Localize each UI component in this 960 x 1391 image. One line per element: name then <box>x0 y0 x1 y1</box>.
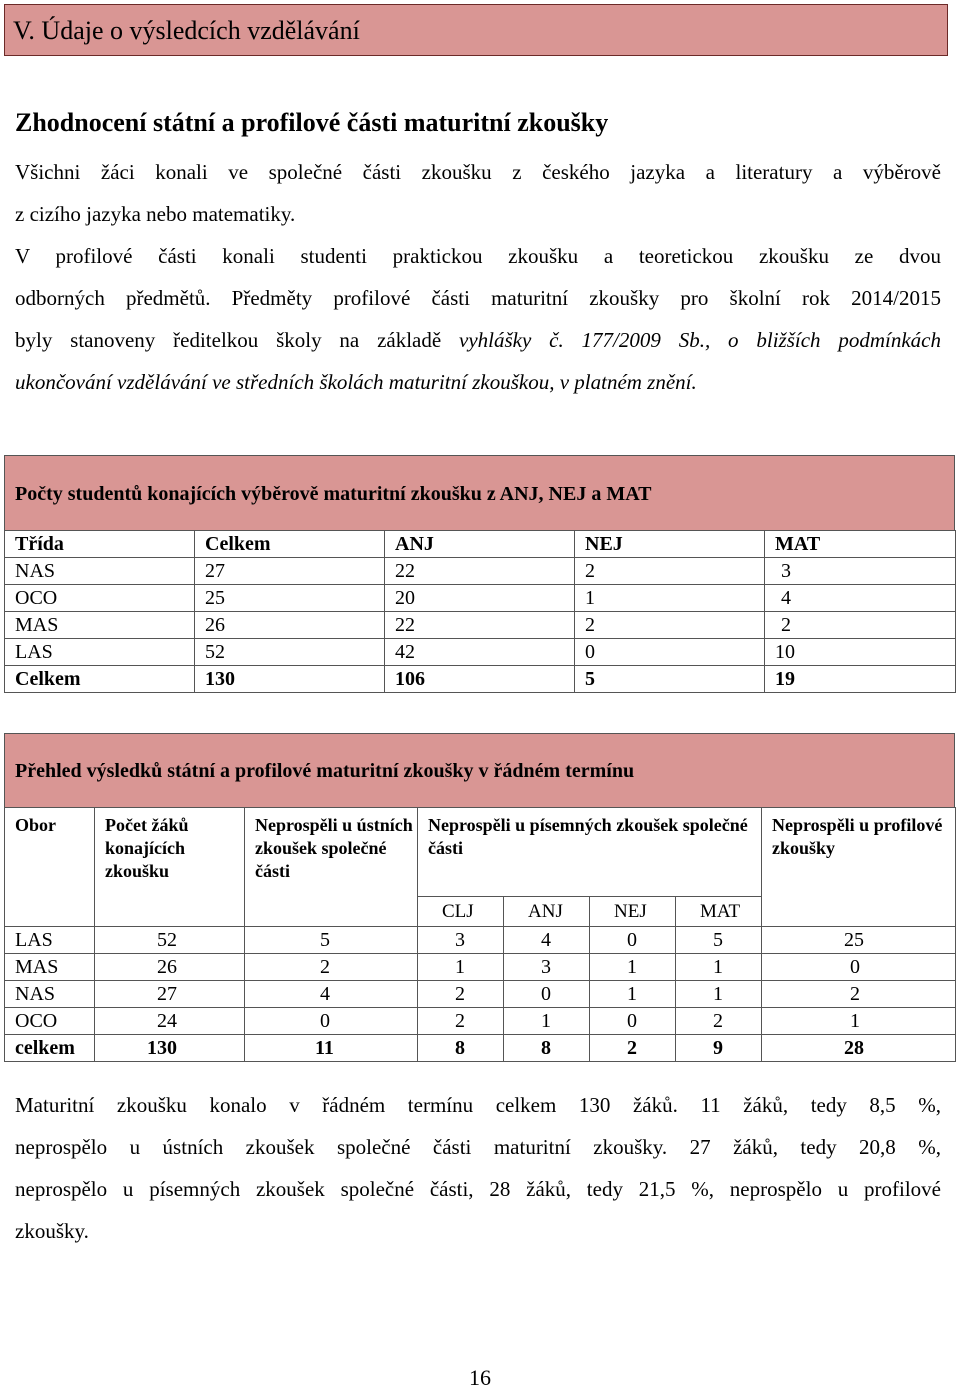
cell: 3 <box>418 927 504 954</box>
cell: 28 <box>762 1035 956 1062</box>
cell: 2 <box>762 981 956 1008</box>
cell: 2 <box>418 981 504 1008</box>
column-header: ANJ <box>385 531 575 558</box>
column-header: Celkem <box>195 531 385 558</box>
page-number: 16 <box>469 1365 491 1390</box>
cell: MAS <box>5 954 95 981</box>
table-total-row <box>5 1035 956 1062</box>
cell: 130 <box>95 1035 245 1062</box>
cell: 0 <box>245 1008 418 1035</box>
cell: 11 <box>245 1035 418 1062</box>
cell: MAS <box>5 612 195 639</box>
table-title: Přehled výsledků státní a profilové maturitní zkoušky v řádném termínu <box>4 733 955 808</box>
decree-reference-cont: ukončování vzdělávání ve středních školách maturitní zkouškou, v platném znění. <box>15 370 697 394</box>
section-title-banner <box>4 4 948 56</box>
summary-paragraph <box>15 1084 941 1252</box>
intro-line: z cizího jazyka nebo matematiky. <box>15 202 296 226</box>
cell: 2 <box>765 612 956 639</box>
cell: 5 <box>245 927 418 954</box>
cell: 2 <box>575 612 765 639</box>
section-title: V. Údaje o výsledcích vzdělávání <box>13 16 360 45</box>
column-header: Neprospěli u ústních zkoušek společné části <box>245 808 418 927</box>
cell: 1 <box>590 981 676 1008</box>
table-row <box>5 612 956 639</box>
column-header: Neprospěli u profilové zkoušky <box>762 808 956 927</box>
intro-paragraph <box>15 151 941 403</box>
cell: 130 <box>195 666 385 693</box>
cell: 52 <box>195 639 385 666</box>
cell: 8 <box>504 1035 590 1062</box>
cell: 27 <box>95 981 245 1008</box>
cell: NAS <box>5 981 95 1008</box>
cell: 1 <box>418 954 504 981</box>
cell: 1 <box>590 954 676 981</box>
intro-line: Všichni žáci konali ve společné části zkoušku z českého jazyka a literatury a výběrově <box>15 160 941 184</box>
cell: 0 <box>504 981 590 1008</box>
cell: 4 <box>765 585 956 612</box>
intro-line: odborných předmětů. Předměty profilové části maturitní zkoušky pro školní rok 2014/2015 <box>15 286 941 310</box>
subcolumn-header: NEJ <box>590 897 676 927</box>
cell: 1 <box>762 1008 956 1035</box>
cell: 20 <box>385 585 575 612</box>
cell: 2 <box>590 1035 676 1062</box>
summary-line: Maturitní zkoušku konalo v řádném termínu celkem 130 žáků. 11 žáků, tedy 8,5 %, <box>15 1093 941 1117</box>
summary-line: zkoušky. <box>15 1219 89 1243</box>
cell: 42 <box>385 639 575 666</box>
cell: 2 <box>575 558 765 585</box>
column-header: Třída <box>5 531 195 558</box>
table-exam-results <box>4 733 955 1062</box>
table-row <box>5 639 956 666</box>
cell: 22 <box>385 612 575 639</box>
cell: 3 <box>765 558 956 585</box>
cell: 22 <box>385 558 575 585</box>
table-row <box>5 927 956 954</box>
column-header: MAT <box>765 531 956 558</box>
cell: 2 <box>245 954 418 981</box>
cell: 1 <box>575 585 765 612</box>
cell: 52 <box>95 927 245 954</box>
table-total-row <box>5 666 956 693</box>
decree-reference: vyhlášky č. 177/2009 Sb., o bližších podmínkách <box>459 328 941 352</box>
cell: 25 <box>195 585 385 612</box>
subcolumn-header: ANJ <box>504 897 590 927</box>
cell: 5 <box>575 666 765 693</box>
cell: 106 <box>385 666 575 693</box>
cell: 9 <box>676 1035 762 1062</box>
table-students-by-subject <box>4 455 955 693</box>
column-header: NEJ <box>575 531 765 558</box>
cell: LAS <box>5 927 95 954</box>
cell: 0 <box>590 1008 676 1035</box>
table-row <box>5 981 956 1008</box>
table-title: Počty studentů konajících výběrově maturitní zkoušku z ANJ, NEJ a MAT <box>4 455 955 531</box>
column-header: Neprospěli u písemných zkoušek společné části <box>418 808 762 897</box>
cell: 24 <box>95 1008 245 1035</box>
intro-line <box>15 361 941 403</box>
cell: 8 <box>418 1035 504 1062</box>
cell: 5 <box>676 927 762 954</box>
cell: 4 <box>245 981 418 1008</box>
cell: 3 <box>504 954 590 981</box>
subcolumn-header: CLJ <box>418 897 504 927</box>
intro-text: byly stanoveny ředitelkou školy na základě <box>15 328 460 352</box>
column-header: Počet žáků konajících zkoušku <box>95 808 245 927</box>
cell: celkem <box>5 1035 95 1062</box>
page-heading: Zhodnocení státní a profilové části maturitní zkoušky <box>15 108 609 137</box>
intro-line <box>15 319 941 361</box>
intro-line: V profilové části konali studenti praktickou zkoušku a teoretickou zkoušku ze dvou <box>15 244 941 268</box>
table-header-row <box>5 808 956 897</box>
cell: 10 <box>765 639 956 666</box>
cell: Celkem <box>5 666 195 693</box>
column-header: Obor <box>5 808 95 927</box>
table-row <box>5 585 956 612</box>
cell: 4 <box>504 927 590 954</box>
cell: 1 <box>504 1008 590 1035</box>
cell: OCO <box>5 1008 95 1035</box>
table-row <box>5 1008 956 1035</box>
table-header-row <box>5 531 956 558</box>
cell: 2 <box>418 1008 504 1035</box>
cell: 2 <box>676 1008 762 1035</box>
cell: 26 <box>95 954 245 981</box>
cell: OCO <box>5 585 195 612</box>
subcolumn-header: MAT <box>676 897 762 927</box>
cell: 19 <box>765 666 956 693</box>
cell: 0 <box>575 639 765 666</box>
summary-line: neprospělo u písemných zkoušek společné části, 28 žáků, tedy 21,5 %, neprospělo u profilové <box>15 1177 941 1201</box>
cell: 0 <box>762 954 956 981</box>
cell: 25 <box>762 927 956 954</box>
table-row <box>5 558 956 585</box>
cell: LAS <box>5 639 195 666</box>
cell: 26 <box>195 612 385 639</box>
cell: 1 <box>676 954 762 981</box>
cell: 27 <box>195 558 385 585</box>
table-row <box>5 954 956 981</box>
cell: 0 <box>590 927 676 954</box>
cell: NAS <box>5 558 195 585</box>
cell: 1 <box>676 981 762 1008</box>
summary-line: neprospělo u ústních zkoušek společné části maturitní zkoušky. 27 žáků, tedy 20,8 %, <box>15 1135 941 1159</box>
